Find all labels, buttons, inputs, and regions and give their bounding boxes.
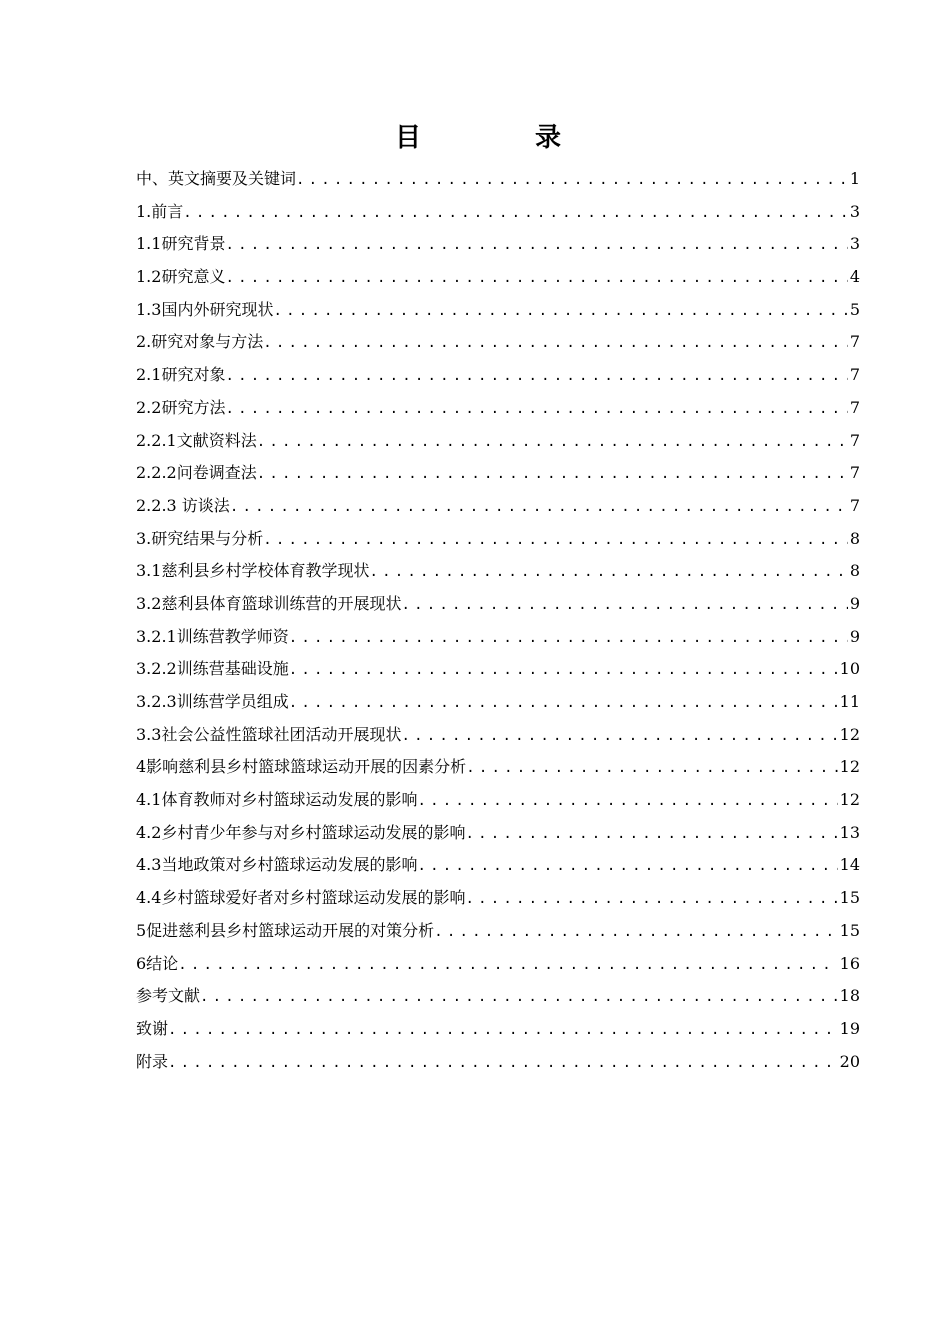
toc-dot-leader [289, 622, 848, 655]
toc-entry-label: 3.2慈利县体育篮球训练营的开展现状 [136, 593, 402, 613]
toc-entry-page-number: 12 [839, 757, 860, 777]
toc-entry-page-number: 11 [839, 692, 860, 711]
toc-entry-page-number: 19 [839, 1018, 860, 1038]
toc-dot-leader [225, 360, 847, 393]
toc-entry[interactable] [136, 915, 860, 948]
toc-dot-leader [296, 164, 848, 197]
toc-entry[interactable] [136, 163, 860, 196]
toc-entry-page-number: 7 [849, 332, 860, 352]
toc-entry-label: 2.2.3 访谈法 [136, 495, 230, 515]
toc-dot-leader [289, 687, 838, 720]
page-title: 目 录 [394, 123, 605, 153]
toc-entry[interactable] [136, 261, 860, 294]
toc-entry[interactable] [136, 196, 860, 229]
toc-entry[interactable] [136, 719, 860, 752]
toc-entry[interactable] [136, 621, 860, 654]
toc-entry-label: 4.2乡村青少年参与对乡村篮球运动发展的影响 [136, 822, 466, 842]
toc-dot-leader [200, 981, 838, 1014]
toc-entry-label: 2.研究对象与方法 [136, 332, 264, 352]
toc-entry[interactable] [136, 948, 860, 981]
toc-entry-label: 3.1慈利县乡村学校体育教学现状 [136, 561, 370, 581]
toc-entry-label: 3.2.3训练营学员组成 [136, 692, 289, 711]
toc-entry[interactable] [136, 817, 860, 850]
toc-entry-label: 4影响慈利县乡村篮球篮球运动开展的因素分析 [136, 757, 467, 777]
toc-entry-label: 附录 [136, 1051, 169, 1071]
toc-entry-page-number: 7 [849, 495, 860, 515]
toc-entry-page-number: 5 [849, 299, 860, 319]
toc-entry[interactable] [136, 980, 860, 1013]
toc-entry-page-number: 8 [849, 561, 860, 581]
toc-dot-leader [289, 654, 838, 687]
toc-entry[interactable] [136, 326, 860, 359]
toc-list [136, 163, 860, 1078]
toc-entry-label: 1.2研究意义 [136, 267, 226, 287]
toc-dot-leader [263, 327, 848, 360]
toc-entry[interactable] [136, 457, 860, 490]
toc-entry[interactable] [136, 588, 860, 621]
toc-entry-label: 致谢 [136, 1018, 169, 1038]
toc-entry-label: 参考文献 [136, 986, 201, 1006]
toc-entry[interactable] [136, 653, 860, 686]
toc-entry-label: 2.1研究对象 [136, 365, 226, 385]
toc-entry[interactable] [136, 686, 860, 719]
toc-entry-page-number: 15 [839, 888, 860, 908]
toc-entry-page-number: 7 [849, 397, 860, 417]
toc-entry[interactable] [136, 1013, 860, 1046]
toc-dot-leader [168, 1047, 838, 1080]
toc-entry-page-number: 9 [849, 626, 860, 646]
toc-dot-leader [434, 916, 837, 949]
toc-dot-leader [273, 295, 847, 328]
toc-entry-label: 3.2.1训练营教学师资 [136, 626, 289, 646]
toc-entry-page-number: 14 [839, 855, 860, 875]
toc-entry-label: 1.前言 [136, 201, 184, 221]
toc-entry-label: 5促进慈利县乡村篮球运动开展的对策分析 [136, 920, 435, 940]
toc-dot-leader [465, 818, 837, 851]
toc-entry-label: 2.2.1文献资料法 [136, 430, 257, 450]
toc-dot-leader [401, 720, 837, 753]
toc-dot-leader [263, 524, 848, 557]
toc-entry-page-number: 7 [849, 430, 860, 450]
toc-dot-leader [417, 850, 837, 883]
toc-entry-label: 6结论 [136, 953, 179, 973]
toc-entry-page-number: 20 [839, 1051, 860, 1071]
toc-dot-leader [225, 393, 847, 426]
toc-entry-label: 1.1研究背景 [136, 234, 226, 254]
toc-entry-label: 3.研究结果与分析 [136, 528, 264, 548]
toc-dot-leader [230, 491, 848, 524]
toc-entry-page-number: 15 [839, 920, 860, 940]
toc-entry-page-number: 7 [849, 365, 860, 385]
toc-entry-page-number: 8 [849, 528, 860, 548]
toc-entry-page-number: 10 [839, 659, 860, 679]
toc-entry-page-number: 9 [849, 593, 860, 613]
toc-entry-page-number: 1 [849, 169, 860, 188]
toc-entry[interactable] [136, 425, 860, 458]
toc-entry[interactable] [136, 1046, 860, 1079]
toc-dot-leader [466, 752, 837, 785]
toc-entry[interactable] [136, 294, 860, 327]
toc-entry-page-number: 12 [839, 790, 860, 810]
toc-dot-leader [225, 229, 847, 262]
toc-entry[interactable] [136, 523, 860, 556]
toc-entry[interactable] [136, 228, 860, 261]
toc-entry[interactable] [136, 882, 860, 915]
toc-entry-label: 2.2.2问卷调查法 [136, 463, 257, 483]
toc-entry-page-number: 7 [849, 463, 860, 483]
toc-entry-label: 3.3社会公益性篮球社团活动开展现状 [136, 724, 402, 744]
toc-entry-label: 4.4乡村篮球爱好者对乡村篮球运动发展的影响 [136, 888, 466, 908]
toc-entry[interactable] [136, 784, 860, 817]
toc-entry[interactable] [136, 849, 860, 882]
toc-dot-leader [225, 262, 847, 295]
toc-dot-leader [417, 785, 837, 818]
toc-entry-page-number: 16 [839, 953, 860, 973]
toc-entry-page-number: 12 [839, 724, 860, 744]
toc-dot-leader [257, 458, 848, 491]
toc-entry[interactable] [136, 392, 860, 425]
toc-dot-leader [257, 426, 848, 459]
toc-dot-leader [401, 589, 847, 622]
toc-entry-page-number: 3 [849, 234, 860, 254]
toc-dot-leader [168, 1014, 838, 1047]
toc-entry-label: 2.2研究方法 [136, 397, 226, 417]
toc-entry-page-number: 18 [839, 986, 860, 1006]
toc-entry[interactable] [136, 359, 860, 392]
toc-entry[interactable] [136, 555, 860, 588]
toc-entry-page-number: 13 [839, 822, 860, 842]
toc-entry-label: 4.3当地政策对乡村篮球运动发展的影响 [136, 855, 418, 875]
toc-entry-page-number: 3 [849, 201, 860, 221]
toc-entry-page-number: 4 [849, 267, 860, 287]
toc-entry-label: 4.1体育教师对乡村篮球运动发展的影响 [136, 790, 418, 810]
toc-entry[interactable] [136, 490, 860, 523]
toc-dot-leader [178, 949, 837, 982]
toc-entry[interactable] [136, 751, 860, 784]
toc-dot-leader [183, 197, 848, 230]
toc-dot-leader [465, 883, 837, 916]
toc-entry-label: 3.2.2训练营基础设施 [136, 659, 289, 679]
toc-dot-leader [369, 556, 847, 589]
toc-entry-label: 1.3国内外研究现状 [136, 299, 274, 319]
toc-entry-label: 中、英文摘要及关键词 [136, 169, 297, 188]
